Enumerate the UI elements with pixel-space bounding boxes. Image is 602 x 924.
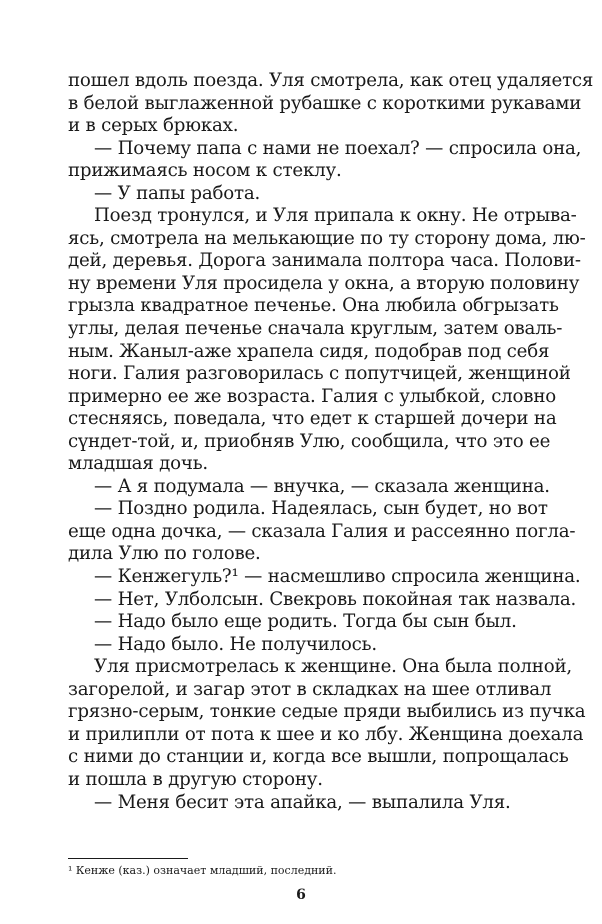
- text-line: ноги. Галия разговорилась с попутчицей, женщиной: [68, 363, 571, 385]
- text-line: — А я подумала — внучка, — сказала женщина.: [94, 475, 550, 497]
- footnote-divider: [68, 858, 188, 859]
- text-line: — Поздно родила. Надеялась, сын будет, но вот: [94, 498, 548, 520]
- text-line: пошел вдоль поезда. Уля смотрела, как отец удаляется: [68, 70, 594, 91]
- text-line: и в серых брюках.: [68, 115, 239, 137]
- text-line: дила Улю по голове.: [68, 543, 261, 565]
- text-line: прижимаясь носом к стеклу.: [68, 160, 342, 182]
- text-line: дей, деревья. Дорога занимала полтора часа. Полови-: [68, 250, 581, 272]
- text-line: ну времени Уля просидела у окна, а вторую половину: [68, 272, 580, 294]
- text-line: — Надо было. Не получилось.: [94, 633, 377, 655]
- text-line: — Надо было еще родить. Тогда бы сын был.: [94, 611, 517, 633]
- text-line: — Кенжегуль?¹ — насмешливо спросила женщина.: [94, 566, 581, 588]
- text-line: — Нет, Улболсын. Свекровь покойная так назвала.: [94, 588, 577, 610]
- text-line: и пошла в другую сторону.: [68, 768, 323, 790]
- text-line: в белой выглаженной рубашке с короткими рукавами: [68, 92, 582, 114]
- text-line: и прилипли от пота к шее и ко лбу. Женщина доехала: [68, 723, 584, 745]
- text-line: ным. Жаныл-аже храпела сидя, подобрав под себя: [68, 340, 550, 362]
- page-number: 6: [296, 887, 306, 903]
- text-line: грязно-серым, тонкие седые пряди выбились из пучка: [68, 701, 586, 723]
- text-line: младшая дочь.: [68, 453, 209, 475]
- text-line: Уля присмотрелась к женщине. Она была полной,: [94, 656, 572, 678]
- text-line: ясь, смотрела на мелькающие по ту сторону дома, лю-: [68, 227, 586, 249]
- text-line: с ними до станции и, когда все вышли, попрощалась: [68, 746, 569, 768]
- body-text: [68, 70, 594, 814]
- text-line: загорелой, и загар этот в складках на шее отливал: [68, 678, 552, 700]
- text-line: — Меня бесит эта апайка, — выпалила Уля.: [94, 791, 511, 813]
- text-line: грызла квадратное печенье. Она любила обгрызать: [68, 295, 559, 317]
- text-line: еще одна дочка, — сказала Галия и рассеянно погла-: [68, 520, 576, 542]
- text-line: — У папы работа.: [94, 182, 261, 204]
- text-line: — Почему папа с нами не поехал? — спросила она,: [94, 137, 582, 159]
- text-line: Поезд тронулся, и Уля припала к окну. Не отрыва-: [94, 205, 577, 227]
- text-line: стесняясь, поведала, что едет к старшей дочери на: [68, 408, 557, 430]
- text-line: сүндет-той, и, приобняв Улю, сообщила, что это ее: [68, 430, 551, 452]
- text-line: углы, делая печенье сначала круглым, затем оваль-: [68, 318, 563, 340]
- text-line: примерно ее же возраста. Галия с улыбкой, словно: [68, 385, 556, 407]
- footnote: ¹ Кенже (каз.) означает младший, последний.: [68, 864, 337, 877]
